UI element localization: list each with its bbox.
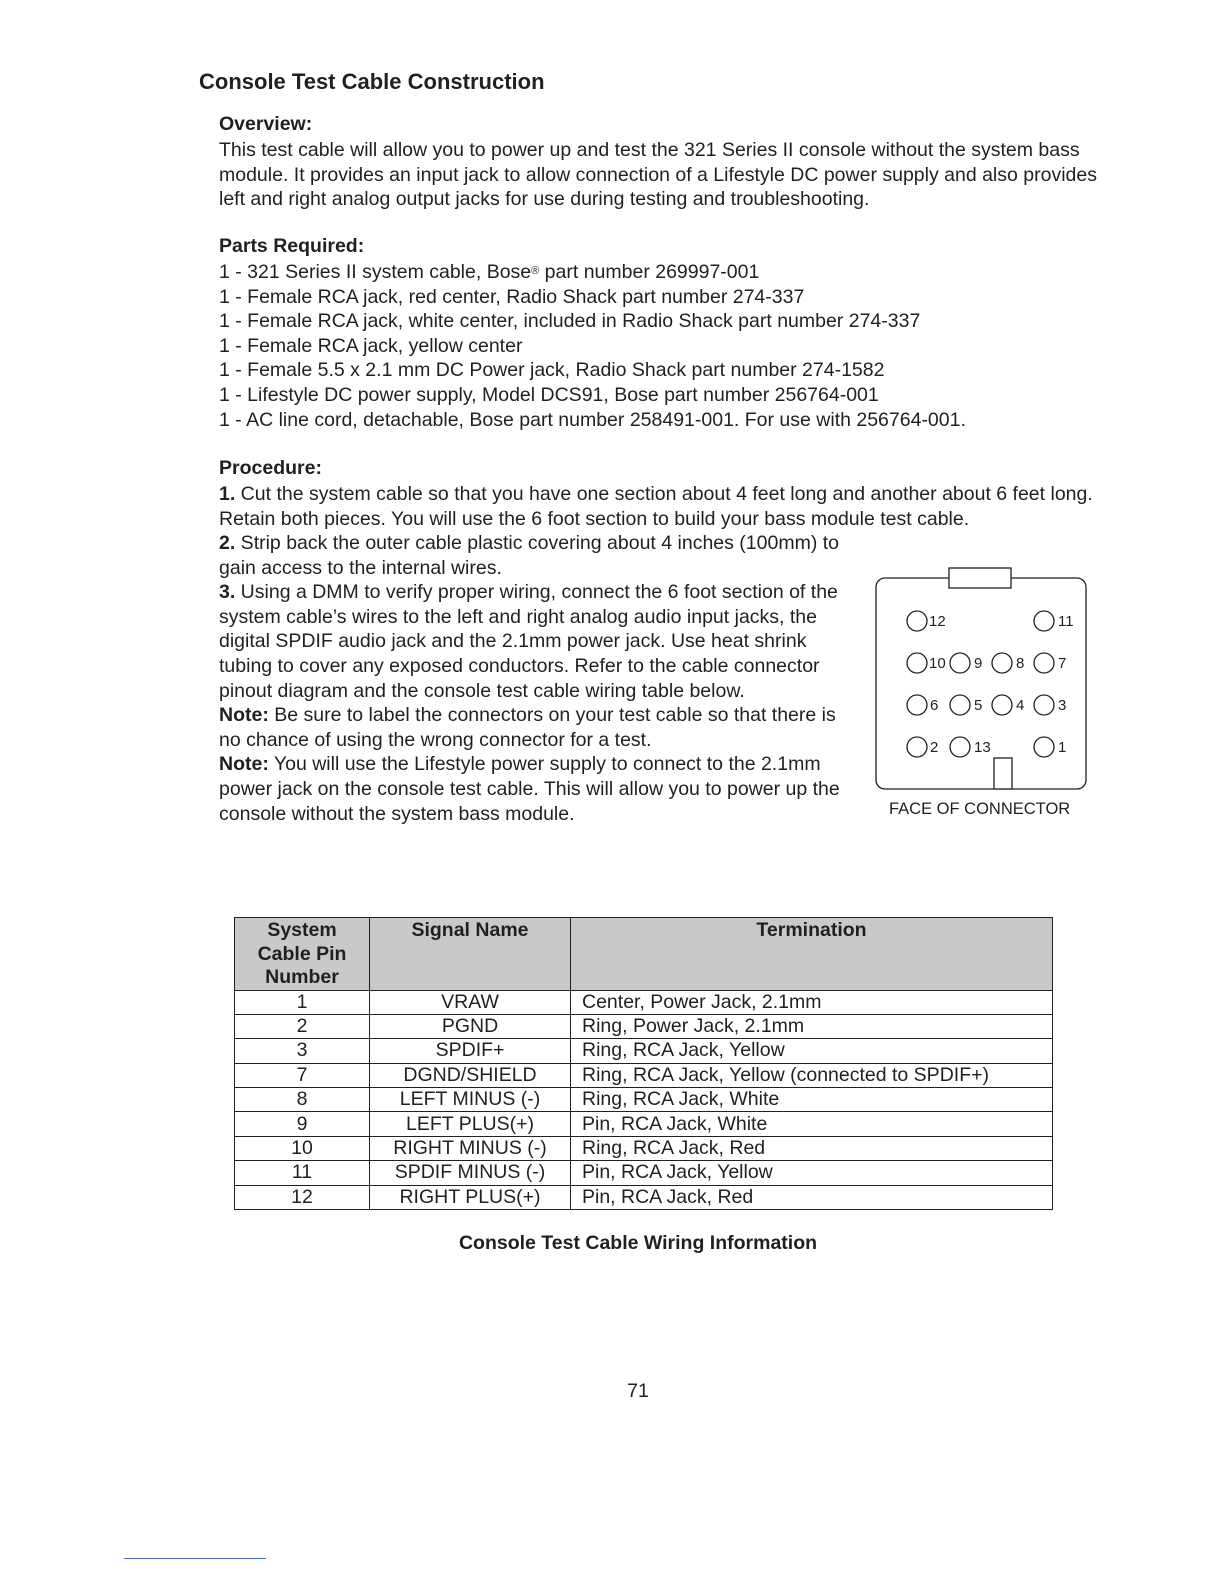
cell-signal: PGND xyxy=(370,1014,571,1038)
pin-8 xyxy=(992,653,1012,673)
cell-signal: DGND/SHIELD xyxy=(370,1063,571,1087)
connector-outline xyxy=(876,578,1086,789)
cell-pin: 8 xyxy=(235,1088,370,1112)
pin-label: 9 xyxy=(974,655,983,672)
step-text: Using a DMM to verify proper wiring, connect the 6 foot section of the system cable’s wires to the left and right analog audio input jacks, the digital SPDIF audio jack and the 2.1mm power jack. Use heat shrink tubing to cover any exposed conductors. Refer to the cable connector pinout diagram and the console test cable wiring table below. xyxy=(219,581,838,702)
page-number: 71 xyxy=(627,1380,649,1402)
cell-termination: Ring, RCA Jack, White xyxy=(571,1088,1053,1112)
cell-termination: Pin, RCA Jack, Yellow xyxy=(571,1161,1053,1185)
table-row xyxy=(235,1014,1053,1038)
overview-heading: Overview: xyxy=(219,113,313,135)
pin-4 xyxy=(992,695,1012,715)
pin-label: 10 xyxy=(929,655,946,672)
table-header-row xyxy=(235,918,1053,991)
pin-12 xyxy=(907,611,927,631)
table-row xyxy=(235,1063,1053,1087)
connector-face-diagram xyxy=(870,565,1092,797)
note-text: Be sure to label the connectors on your test cable so that there is no chance of using the wrong connector for a test. xyxy=(219,704,836,751)
pin-6 xyxy=(907,695,927,715)
pin-label: 11 xyxy=(1058,613,1074,630)
cell-pin: 9 xyxy=(235,1112,370,1136)
table-row xyxy=(235,990,1053,1014)
page-title: Console Test Cable Construction xyxy=(199,69,545,94)
procedure-step-3 xyxy=(219,580,859,703)
parts-item xyxy=(219,260,1099,285)
pin-11 xyxy=(1034,611,1054,631)
header-line: Number xyxy=(265,966,339,988)
table-row xyxy=(235,1039,1053,1063)
step-number: 1. xyxy=(219,483,236,505)
cell-termination: Center, Power Jack, 2.1mm xyxy=(571,990,1053,1014)
parts-item: 1 - Female RCA jack, yellow center xyxy=(219,334,523,357)
header-pin-number xyxy=(235,918,370,991)
overview-text: This test cable will allow you to power up and test the 321 Series II console without the system bass module. It provides an input jack to allow connection of a Lifestyle DC power supply and also provides left and right analog output jacks for use during testing and troubleshooting. xyxy=(219,139,1097,211)
cell-signal: LEFT MINUS (-) xyxy=(370,1088,571,1112)
pin-label: 6 xyxy=(930,697,939,714)
cell-signal: RIGHT MINUS (-) xyxy=(370,1136,571,1160)
pin-label: 7 xyxy=(1058,655,1067,672)
pin-7 xyxy=(1034,653,1054,673)
cell-signal: SPDIF+ xyxy=(370,1039,571,1063)
pin-3 xyxy=(1034,695,1054,715)
pin-label: 1 xyxy=(1058,739,1067,756)
note-text: You will use the Lifestyle power supply to connect to the 2.1mm power jack on the console test cable. This will allow you to power up the console without the system bass module. xyxy=(219,753,840,825)
registered-mark: ® xyxy=(531,265,540,277)
cell-termination: Ring, RCA Jack, Red xyxy=(571,1136,1053,1160)
procedure-step-2 xyxy=(219,531,859,580)
table-row xyxy=(235,1161,1053,1185)
pin-label: 8 xyxy=(1016,655,1025,672)
cell-pin: 1 xyxy=(235,990,370,1014)
header-signal-name: Signal Name xyxy=(370,918,571,991)
table-row xyxy=(235,1112,1053,1136)
pin-9 xyxy=(950,653,970,673)
table-caption: Console Test Cable Wiring Information xyxy=(458,1232,818,1254)
step-text: Cut the system cable so that you have one section about 4 feet long and another about 6 feet long. Retain both pieces. You will use the 6 foot section to build your bass module test cable. xyxy=(219,483,1093,530)
pin-5 xyxy=(950,695,970,715)
step-number: 3. xyxy=(219,581,236,604)
cell-termination: Ring, RCA Jack, Yellow (connected to SPDIF+) xyxy=(571,1063,1053,1087)
pin-label: 2 xyxy=(930,739,939,756)
header-line: System xyxy=(267,919,337,941)
cell-pin: 11 xyxy=(235,1161,370,1185)
pin-label: 4 xyxy=(1016,697,1025,714)
cell-signal: VRAW xyxy=(370,990,571,1014)
cell-signal: SPDIF MINUS (-) xyxy=(370,1161,571,1185)
note-1 xyxy=(219,703,859,752)
table-row xyxy=(235,1088,1053,1112)
step-number: 2. xyxy=(219,532,236,554)
pin-label: 5 xyxy=(974,697,983,714)
parts-heading: Parts Required: xyxy=(219,235,365,257)
cell-pin: 2 xyxy=(235,1014,370,1038)
pin-label: 3 xyxy=(1058,697,1067,714)
pin-2 xyxy=(907,737,927,757)
wiring-table xyxy=(234,917,1053,1210)
cell-termination: Pin, RCA Jack, Red xyxy=(571,1185,1053,1209)
parts-item: 1 - Lifestyle DC power supply, Model DCS91, Bose part number 256764-001 xyxy=(219,383,879,406)
parts-item: 1 - Female RCA jack, white center, included in Radio Shack part number 274-337 xyxy=(219,310,921,333)
pin-1 xyxy=(1034,737,1054,757)
cell-termination: Pin, RCA Jack, White xyxy=(571,1112,1053,1136)
cell-pin: 12 xyxy=(235,1185,370,1209)
cell-pin: 7 xyxy=(235,1063,370,1087)
pin-10 xyxy=(907,653,927,673)
procedure-step-1 xyxy=(219,482,1099,531)
cell-pin: 10 xyxy=(235,1136,370,1160)
parts-item: 1 - AC line cord, detachable, Bose part number 258491-001. For use with 256764-001. xyxy=(219,408,966,431)
parts-item-text: 1 - 321 Series II system cable, Bose xyxy=(219,261,532,283)
connector-latch xyxy=(994,758,1012,789)
header-termination: Termination xyxy=(571,918,1053,991)
cell-signal: RIGHT PLUS(+) xyxy=(370,1185,571,1209)
note-2 xyxy=(219,752,859,826)
cell-pin: 3 xyxy=(235,1039,370,1063)
note-label: Note: xyxy=(219,753,269,776)
procedure-steps-block xyxy=(219,531,859,826)
parts-list xyxy=(219,260,1099,432)
pin-13 xyxy=(950,737,970,757)
step-text: Strip back the outer cable plastic covering about 4 inches (100mm) to gain access to the internal wires. xyxy=(219,532,839,579)
cell-termination: Ring, RCA Jack, Yellow xyxy=(571,1039,1053,1063)
parts-item: 1 - Female RCA jack, red center, Radio Shack part number 274-337 xyxy=(219,285,805,308)
pin-label: 12 xyxy=(929,613,946,630)
footer-rule xyxy=(124,1558,266,1559)
cell-termination: Ring, Power Jack, 2.1mm xyxy=(571,1014,1053,1038)
header-line: Cable Pin xyxy=(257,942,347,965)
procedure-heading: Procedure: xyxy=(219,457,322,479)
table-row xyxy=(235,1185,1053,1209)
connector-key-tab xyxy=(949,568,1011,588)
parts-item-text: part number 269997-001 xyxy=(539,261,760,283)
table-row xyxy=(235,1136,1053,1160)
connector-caption: FACE OF CONNECTOR xyxy=(889,800,1071,818)
pin-label: 13 xyxy=(974,739,991,756)
note-label: Note: xyxy=(219,704,269,727)
cell-signal: LEFT PLUS(+) xyxy=(370,1112,571,1136)
parts-item: 1 - Female 5.5 x 2.1 mm DC Power jack, Radio Shack part number 274-1582 xyxy=(219,359,885,382)
